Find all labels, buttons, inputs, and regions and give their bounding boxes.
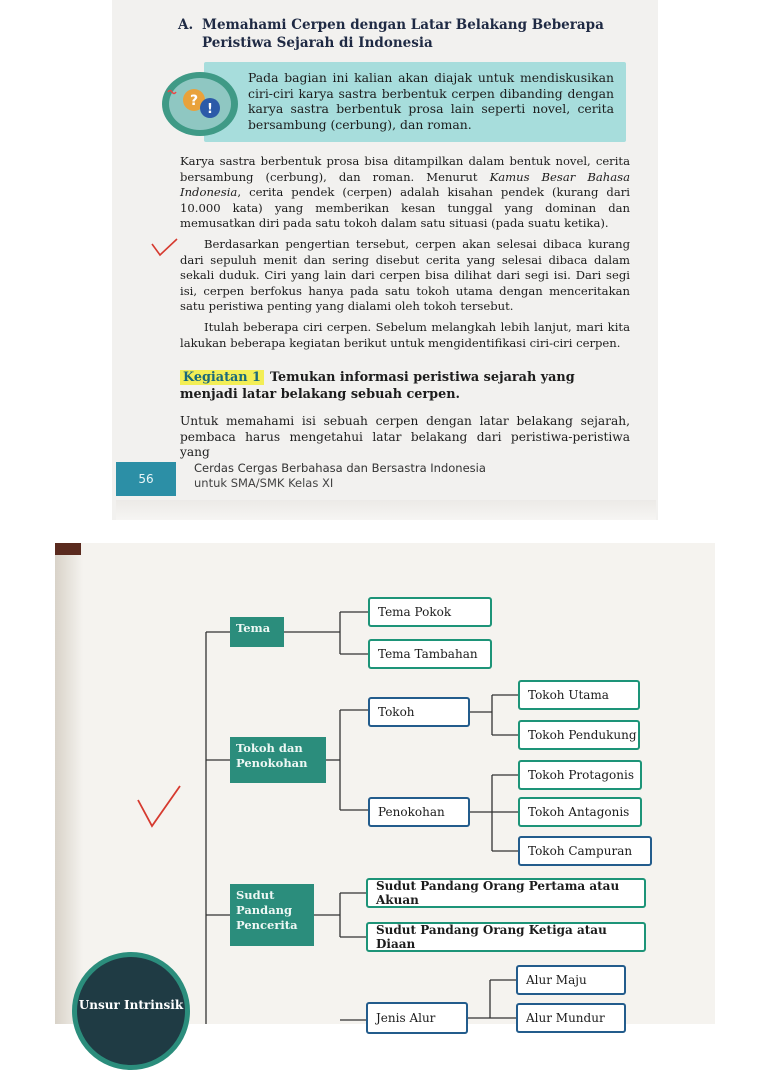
paragraph-3: Itulah beberapa ciri cerpen. Sebelum melangkah lebih lanjut, mari kita lakukan beberapa kegiatan berikut untuk mengidentifikasi ciri-ciri cerpen. [180,320,630,350]
section-letter: A. [178,17,194,33]
section-title-line1: Memahami Cerpen dengan Latar Belakang Beberapa [202,17,604,33]
svg-text:?: ? [189,93,199,109]
node-tokoh-antagonis: Tokoh Antagonis [518,797,642,827]
node-alur-maju: Alur Maju [516,965,626,995]
node-tokoh-protagonis: Tokoh Protagonis [518,760,642,790]
footer-book-title: Cerdas Cergas Berbahasa dan Bersastra Indonesia [194,461,486,475]
paragraph-1-part-a: Karya sastra berbentuk prosa bisa ditampilkan dalam bentuk novel, cerita bersambung (cerbung), dan roman. Menurut [180,154,630,184]
node-tokoh: Tokoh [368,697,470,727]
activity-tag: Kegiatan 1 [180,370,264,385]
node-tokoh-utama: Tokoh Utama [518,680,640,710]
footer-book-subtitle: untuk SMA/SMK Kelas XI [194,476,334,490]
node-alur-mundur: Alur Mundur [516,1003,626,1033]
category-tokoh-penokohan: Tokoh dan Penokohan [230,737,326,783]
paragraph-1-italic: Kamus Besar Bahasa Indonesia [180,169,630,199]
node-penokohan: Penokohan [368,797,470,827]
node-tokoh-campuran: Tokoh Campuran [518,836,652,866]
node-sp-orang-pertama: Sudut Pandang Orang Pertama atau Akuan [366,878,646,908]
category-sudut-pandang: Sudut Pandang Pencerita [230,884,314,946]
node-tema-tambahan: Tema Tambahan [368,639,492,669]
activity-title: Temukan informasi peristiwa sejarah yang menjadi latar belakang sebuah cerpen. [180,370,575,402]
root-label: Unsur Intrinsik [78,998,184,1012]
paragraph-1-part-b: , cerita pendek (cerpen) adalah kisahan pendek (kurang dari 10.000 kata) yang memberikan kesan tunggal yang dominan dan memusatkan diri pada satu tokoh dalam satu situasi (pada suatu ketika). [180,185,630,230]
paragraph-2: Berdasarkan pengertian tersebut, cerpen akan selesai dibaca kurang dari sepuluh menit dan sering disebut cerita yang selesai dibaca dalam sekali duduk. Ciri yang lain dari cerpen bisa dilihat dari segi isi. Dari segi isi, cerpen berfokus hanya pada satu tokoh utama dengan menceritakan satu peristiwa penting yang dialami oleh tokoh tersebut. [180,237,630,313]
node-sp-orang-ketiga: Sudut Pandang Orang Ketiga atau Diaan [366,922,646,952]
section-title-line2: Peristiwa Sejarah di Indonesia [202,35,433,51]
node-tema-pokok: Tema Pokok [368,597,492,627]
svg-text:!: ! [207,102,213,117]
node-tokoh-pendukung: Tokoh Pendukung [518,720,640,750]
intro-text: Pada bagian ini kalian akan diajak untuk mendiskusikan ciri-ciri karya sastra berbentuk cerpen dibanding dengan karya sastra berbentuk prosa lain seperti novel, cerita bersambung (cerbung), dan roman. [248,70,614,132]
node-jenis-alur: Jenis Alur [366,1002,468,1034]
category-tema: Tema [230,617,284,647]
paragraph-4: Untuk memahami isi sebuah cerpen dengan latar belakang sejarah, pembaca harus mengetahui latar belakang dari peristiwa-peristiwa yang [180,414,630,459]
page-number-badge: 56 [116,462,176,496]
